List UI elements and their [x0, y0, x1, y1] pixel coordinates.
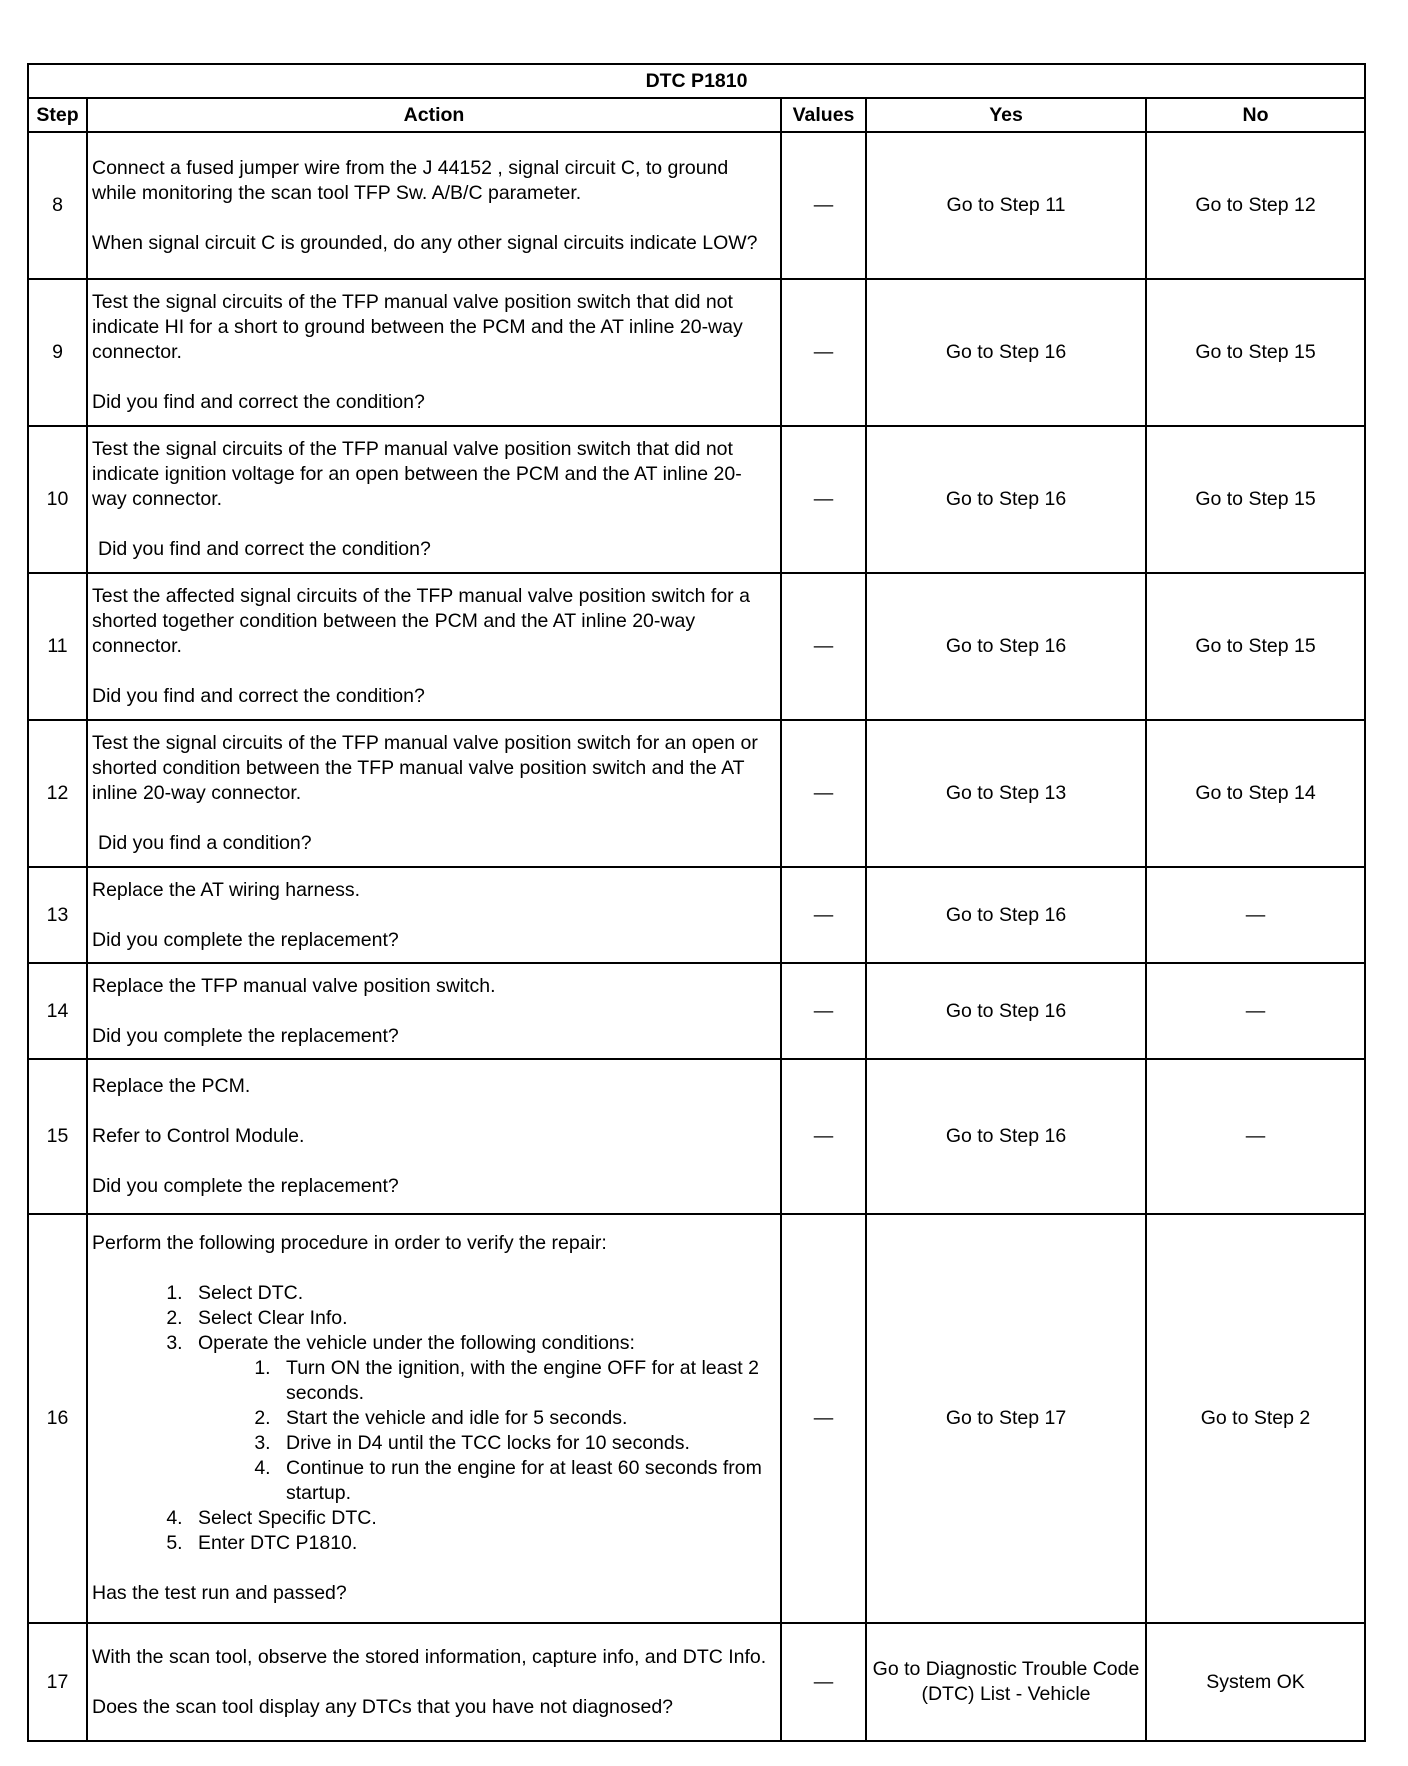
values-cell: —: [781, 426, 866, 573]
action-cell: [87, 279, 781, 426]
list-item: 4. Select Specific DTC.: [188, 1506, 776, 1531]
no-cell: System OK: [1146, 1623, 1365, 1741]
list-item: 2. Select Clear Info.: [188, 1306, 776, 1331]
yes-cell: Go to Step 13: [866, 720, 1146, 867]
action-question: Did you find and correct the condition?: [92, 391, 425, 413]
yes-cell: Go to Step 16: [866, 867, 1146, 963]
action-question: Did you complete the replacement?: [92, 928, 399, 951]
yes-cell: Go to Step 16: [866, 1059, 1146, 1214]
table-row: [28, 573, 1365, 720]
action-text: Test the signal circuits of the TFP manual valve position switch for an open or shorted condition between the TFP manual valve position switch and the AT inline 20-way connector.: [92, 732, 758, 804]
table-row: [28, 1214, 1365, 1623]
action-question: Did you find a condition?: [98, 832, 312, 854]
step-number: 13: [28, 867, 87, 963]
condition-list: [198, 1356, 776, 1506]
step-number: 8: [28, 132, 87, 279]
table-row: [28, 963, 1365, 1059]
no-cell: Go to Step 12: [1146, 132, 1365, 279]
no-cell: Go to Step 15: [1146, 426, 1365, 573]
action-cell: [87, 426, 781, 573]
action-refer: Refer to Control Module.: [92, 1125, 305, 1147]
yes-cell: Go to Diagnostic Trouble Code (DTC) List - Vehicle: [866, 1623, 1146, 1741]
table-row: [28, 279, 1365, 426]
header-values: Values: [781, 98, 866, 132]
action-text: Replace the AT wiring harness.: [92, 878, 361, 901]
list-item: 2. Start the vehicle and idle for 5 seconds.: [276, 1406, 776, 1431]
action-text: Test the signal circuits of the TFP manual valve position switch that did not indicate ignition voltage for an open between the PCM and the AT inline 20-way connector.: [92, 438, 742, 510]
action-cell: [87, 573, 781, 720]
no-cell: Go to Step 15: [1146, 279, 1365, 426]
values-cell: —: [781, 1059, 866, 1214]
step-number: 17: [28, 1623, 87, 1741]
step-number: 10: [28, 426, 87, 573]
procedure-list: [92, 1281, 776, 1556]
values-cell: —: [781, 132, 866, 279]
action-question: Did you complete the replacement?: [92, 1024, 399, 1047]
values-cell: —: [781, 573, 866, 720]
action-question: When signal circuit C is grounded, do any other signal circuits indicate LOW?: [92, 231, 758, 254]
action-cell: [87, 963, 781, 1059]
table-row: [28, 1059, 1365, 1214]
step-number: 11: [28, 573, 87, 720]
header-no: No: [1146, 98, 1365, 132]
values-cell: —: [781, 720, 866, 867]
step-number: 12: [28, 720, 87, 867]
step-number: 15: [28, 1059, 87, 1214]
list-item-text: Operate the vehicle under the following conditions:: [198, 1332, 635, 1354]
table-row: [28, 867, 1365, 963]
yes-cell: Go to Step 16: [866, 573, 1146, 720]
step-number: 9: [28, 279, 87, 426]
action-text: With the scan tool, observe the stored information, capture info, and DTC Info.: [92, 1645, 767, 1668]
action-text: Replace the PCM.: [92, 1075, 251, 1097]
values-cell: —: [781, 963, 866, 1059]
yes-cell: Go to Step 17: [866, 1214, 1146, 1623]
action-question: Does the scan tool display any DTCs that you have not diagnosed?: [92, 1695, 674, 1718]
action-cell: [87, 132, 781, 279]
no-cell: Go to Step 2: [1146, 1214, 1365, 1623]
list-item: 4. Continue to run the engine for at least 60 seconds from startup.: [276, 1456, 776, 1506]
action-cell: [87, 867, 781, 963]
header-step: Step: [28, 98, 87, 132]
no-cell: —: [1146, 1059, 1365, 1214]
action-text: Replace the TFP manual valve position switch.: [92, 974, 496, 997]
list-item: 1. Select DTC.: [188, 1281, 776, 1306]
yes-cell: Go to Step 11: [866, 132, 1146, 279]
action-cell: [87, 1623, 781, 1741]
action-cell: [87, 720, 781, 867]
table-row: [28, 1623, 1365, 1741]
action-cell: [87, 1059, 781, 1214]
no-cell: —: [1146, 867, 1365, 963]
table-title: DTC P1810: [28, 64, 1365, 98]
list-item: 1. Turn ON the ignition, with the engine OFF for at least 2 seconds.: [276, 1356, 776, 1406]
action-question: Did you complete the replacement?: [92, 1175, 399, 1197]
values-cell: —: [781, 279, 866, 426]
values-cell: —: [781, 1214, 866, 1623]
header-yes: Yes: [866, 98, 1146, 132]
values-cell: —: [781, 1623, 866, 1741]
list-item: [188, 1331, 776, 1506]
table-row: [28, 132, 1365, 279]
list-item: 3. Drive in D4 until the TCC locks for 10 seconds.: [276, 1431, 776, 1456]
values-cell: —: [781, 867, 866, 963]
action-cell: [87, 1214, 781, 1623]
action-question: Did you find and correct the condition?: [98, 538, 431, 560]
action-question: Did you find and correct the condition?: [92, 685, 425, 707]
step-number: 16: [28, 1214, 87, 1623]
action-text: Perform the following procedure in order to verify the repair:: [92, 1232, 607, 1254]
yes-cell: Go to Step 16: [866, 426, 1146, 573]
no-cell: Go to Step 14: [1146, 720, 1365, 867]
no-cell: —: [1146, 963, 1365, 1059]
table-row: [28, 426, 1365, 573]
no-cell: Go to Step 15: [1146, 573, 1365, 720]
dtc-table: [27, 63, 1366, 1742]
action-text: Test the signal circuits of the TFP manual valve position switch that did not indicate HI for a short to ground between the PCM and the AT inline 20-way connector.: [92, 291, 743, 363]
step-number: 14: [28, 963, 87, 1059]
yes-cell: Go to Step 16: [866, 279, 1146, 426]
action-question: Has the test run and passed?: [92, 1582, 347, 1604]
action-text: Connect a fused jumper wire from the J 44152 , signal circuit C, to ground while monitoring the scan tool TFP Sw. A/B/C parameter.: [92, 156, 729, 204]
table-row: [28, 720, 1365, 867]
header-action: Action: [87, 98, 781, 132]
list-item: 5. Enter DTC P1810.: [188, 1531, 776, 1556]
action-text: Test the affected signal circuits of the TFP manual valve position switch for a shorted together condition between the PCM and the AT inline 20-way connector.: [92, 585, 750, 657]
yes-cell: Go to Step 16: [866, 963, 1146, 1059]
